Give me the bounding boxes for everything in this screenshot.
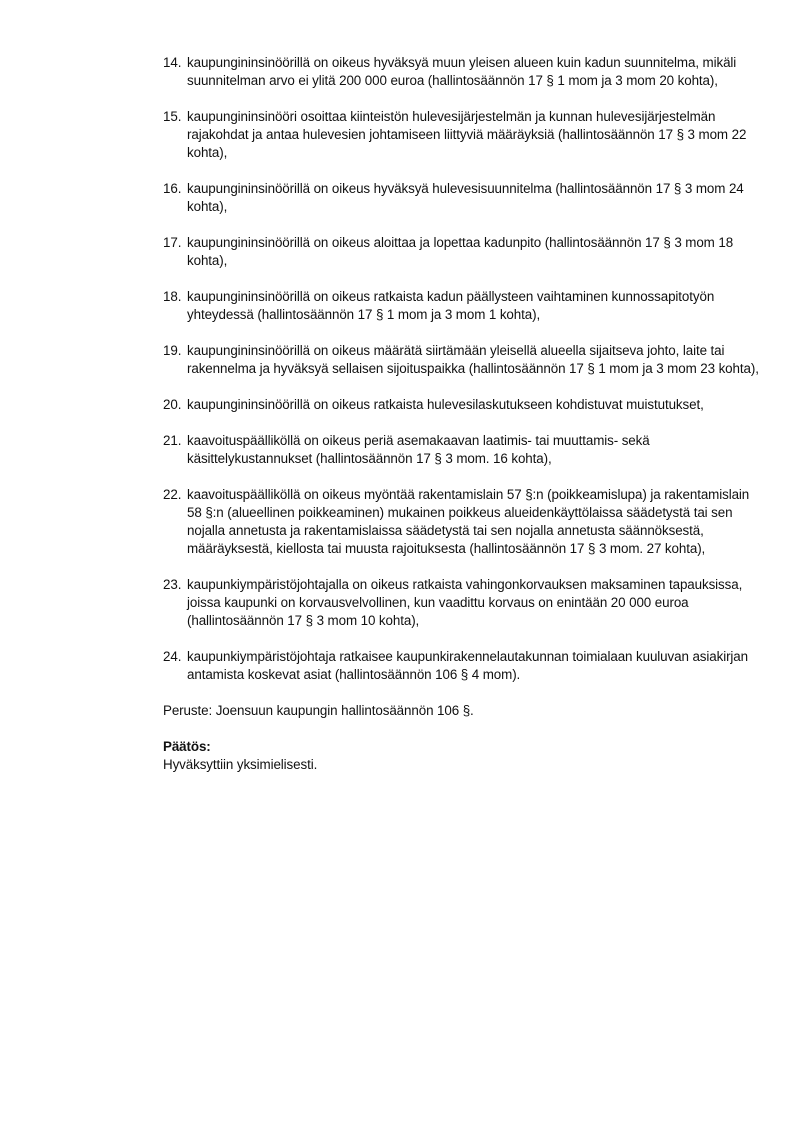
item-number: 24. [163, 649, 182, 664]
list-item [163, 432, 763, 468]
item-number: 15. [163, 109, 182, 124]
item-number: 17. [163, 235, 182, 250]
list-item [163, 648, 763, 684]
item-text: kaavoituspäälliköllä on oikeus myöntää rakentamislain 57 §:n (poikkeamislupa) ja rakentamislain 58 §:n (alueellinen poikkeaminen) mukainen poikkeus alueidenkäyttölaissa säädetystä tai sen nojalla annetusta ja rakentamislaissa säädetystä tai sen nojalla annetusta säännöksestä, määräyksestä, kiellosta tai muusta rajoituksesta (hallintosäännön 17 § 3 mom. 27 kohta), [187, 487, 750, 556]
decision-text: Hyväksyttiin yksimielisesti. [163, 757, 318, 772]
item-text: kaupungininsinööri osoittaa kiinteistön hulevesijärjestelmän ja kunnan hulevesijärjestelmän rajakohdat ja antaa hulevesien johtamiseen liittyviä määräyksiä (hallintosäännön 17 § 3 mom 22 kohta), [187, 109, 747, 160]
list-item [163, 108, 763, 162]
list-item [163, 576, 763, 630]
item-number: 21. [163, 433, 182, 448]
list-item [163, 396, 763, 414]
item-number: 22. [163, 487, 182, 502]
document-page [163, 54, 763, 774]
item-text: kaupungininsinöörillä on oikeus määrätä siirtämään yleisellä alueella sijaitseva johto, laite tai rakennelma ja hyväksyä sellaisen sijoituspaikka (hallintosäännön 17 § 1 mom ja 3 mom 23 kohta), [187, 343, 759, 376]
item-number: 19. [163, 343, 182, 358]
item-number: 20. [163, 397, 182, 412]
item-text: kaupunkiympäristöjohtaja ratkaisee kaupunkirakennelautakunnan toimialaan kuuluvan asiakirjan antamista koskevat asiat (hallintosäännön 106 § 4 mom). [187, 649, 749, 682]
item-text: kaupunkiympäristöjohtajalla on oikeus ratkaista vahingonkorvauksen maksaminen tapauksissa, joissa kaupunki on korvausvelvollinen, kun vaadittu korvaus on enintään 20 000 euroa (hallintosäännön 17 § 3 mom 10 kohta), [187, 577, 743, 628]
item-text: kaupungininsinöörillä on oikeus ratkaista kadun päällysteen vaihtaminen kunnossapitotyön yhteydessä (hallintosäännön 17 § 1 mom ja 3 mom 1 kohta), [187, 289, 715, 322]
list-item [163, 288, 763, 324]
item-text: kaupungininsinöörillä on oikeus ratkaista hulevesilaskutukseen kohdistuvat muistutukset, [187, 397, 704, 412]
item-number: 16. [163, 181, 182, 196]
item-number: 18. [163, 289, 182, 304]
item-text: kaupungininsinöörillä on oikeus aloittaa ja lopettaa kadunpito (hallintosäännön 17 § 3 mom 18 kohta), [187, 235, 734, 268]
item-text: kaavoituspäälliköllä on oikeus periä asemakaavan laatimis- tai muuttamis- sekä käsittelykustannukset (hallintosäännön 17 § 3 mom. 16 kohta), [187, 433, 650, 466]
list-item [163, 180, 763, 216]
decision-heading: Päätös: [163, 739, 211, 754]
item-text: kaupungininsinöörillä on oikeus hyväksyä hulevesisuunnitelma (hallintosäännön 17 § 3 mom 24 kohta), [187, 181, 744, 214]
list-item [163, 234, 763, 270]
item-number: 14. [163, 55, 182, 70]
list-item [163, 342, 763, 378]
list-item [163, 54, 763, 90]
delegation-list [163, 54, 763, 684]
item-number: 23. [163, 577, 182, 592]
list-item [163, 486, 763, 558]
basis-text: Peruste: Joensuun kaupungin hallintosäännön 106 §. [163, 703, 474, 718]
item-text: kaupungininsinöörillä on oikeus hyväksyä muun yleisen alueen kuin kadun suunnitelma, mikäli suunnitelman arvo ei ylitä 200 000 euroa (hallintosäännön 17 § 1 mom ja 3 mom 20 kohta), [187, 55, 737, 88]
